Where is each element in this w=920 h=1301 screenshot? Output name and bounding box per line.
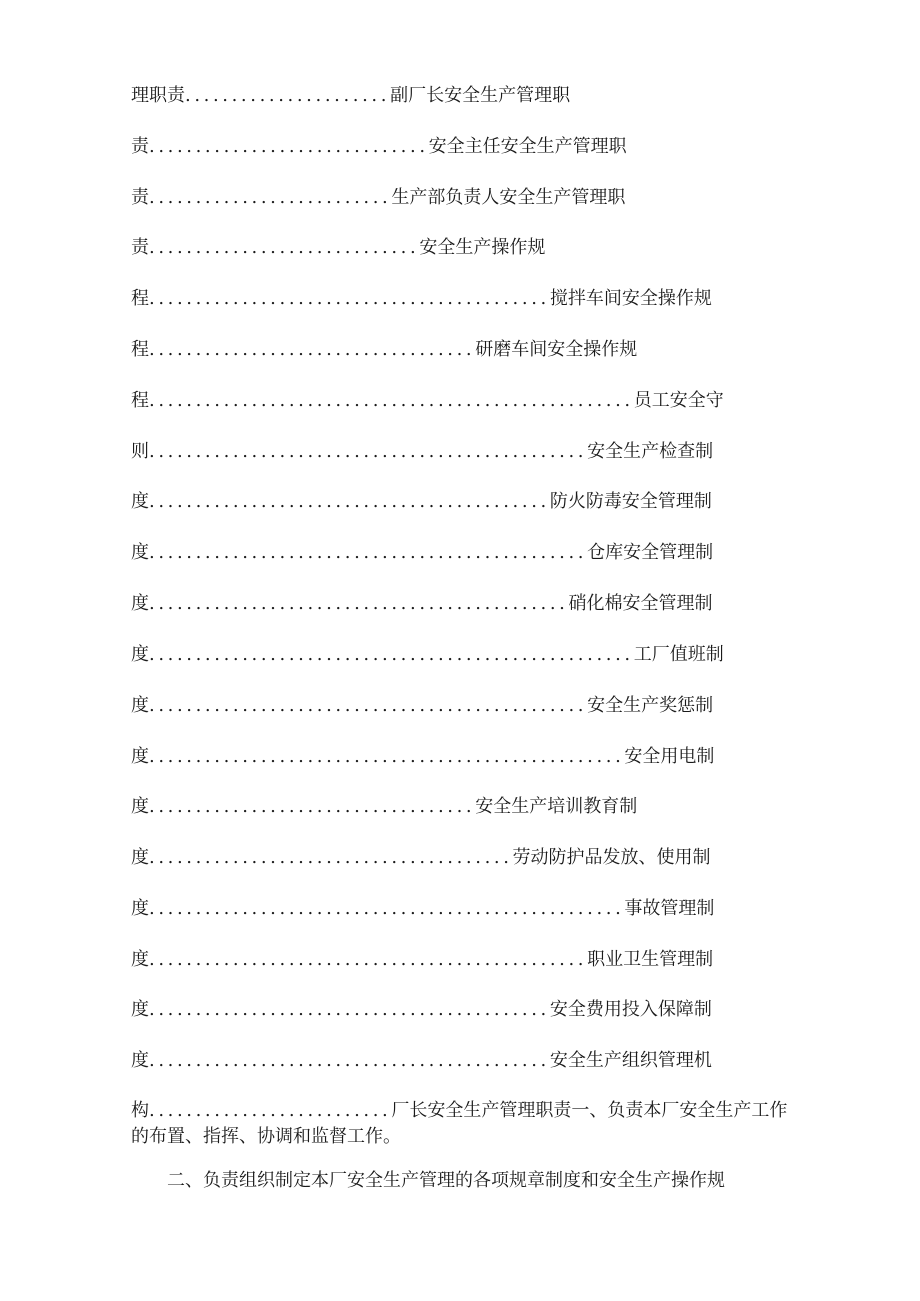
toc-title: 职业卫生管理制 <box>587 949 714 970</box>
toc-line <box>131 643 724 667</box>
toc-lead: 则 <box>131 441 149 462</box>
toc-lead: 度 <box>131 695 149 716</box>
toc-line <box>131 389 724 413</box>
toc-title: 安全生产组织管理机 <box>549 1050 712 1071</box>
toc-line <box>131 846 711 870</box>
toc-line <box>131 287 712 311</box>
toc-title: 工厂值班制 <box>633 644 724 665</box>
toc-leader-dots: ............................................. <box>149 593 569 614</box>
toc-line <box>131 694 713 718</box>
toc-leader-dots: ............................................... <box>149 695 588 716</box>
toc-line <box>131 84 570 108</box>
toc-title: 安全费用投入保障制 <box>549 999 712 1020</box>
toc-title: 事故管理制 <box>624 898 715 919</box>
toc-leader-dots: .......................... <box>149 1100 392 1121</box>
toc-lead: 度 <box>131 644 149 665</box>
toc-line <box>131 338 637 362</box>
toc-leader-dots: .............................. <box>149 136 429 157</box>
toc-title: 厂长安全生产管理职责一、负责本厂安全生产工作的布置、指挥、协调和监督工作。 <box>131 1100 788 1147</box>
toc-lead: 度 <box>131 796 149 817</box>
toc-lead: 度 <box>131 949 149 970</box>
toc-leader-dots: ................................................... <box>149 746 625 767</box>
toc-leader-dots: ............................................... <box>149 441 588 462</box>
toc-leader-dots: ........................................... <box>149 1050 550 1071</box>
toc-leader-dots: .................................................... <box>149 644 634 665</box>
toc-line <box>131 745 714 769</box>
toc-line <box>131 592 712 616</box>
toc-leader-dots: ............................................... <box>149 542 588 563</box>
toc-title: 安全生产培训教育制 <box>475 796 638 817</box>
toc-title: 安全生产检查制 <box>587 441 714 462</box>
toc-lead: 度 <box>131 898 149 919</box>
toc-title: 安全主任安全生产管理职 <box>428 136 627 157</box>
toc-lead: 理职责 <box>131 85 185 106</box>
toc-lead: 构 <box>131 1100 149 1121</box>
body-paragraph: 二、负责组织制定本厂安全生产管理的各项规章制度和安全生产操作规 <box>167 1170 725 1191</box>
toc-lead: 程 <box>131 339 149 360</box>
toc-leader-dots: .................................................... <box>149 390 634 411</box>
toc-line <box>131 135 627 159</box>
toc-title: 硝化棉安全管理制 <box>568 593 713 614</box>
toc-leader-dots: ................................... <box>149 796 476 817</box>
toc-line <box>131 1049 712 1073</box>
toc-lead: 程 <box>131 390 149 411</box>
toc-lead: 度 <box>131 593 149 614</box>
toc-lead: 度 <box>131 491 149 512</box>
toc-title: 生产部负责人安全生产管理职 <box>391 187 626 208</box>
toc-lead: 度 <box>131 746 149 767</box>
toc-line <box>131 795 637 819</box>
toc-line <box>131 490 712 514</box>
toc-line <box>131 541 713 565</box>
toc-title: 副厂长安全生产管理职 <box>390 85 571 106</box>
toc-leader-dots: ............................................... <box>149 949 588 970</box>
toc-title: 安全生产操作规 <box>419 237 546 258</box>
toc-leader-dots: ............................. <box>149 237 420 258</box>
toc-leader-dots: ....................................... <box>149 847 513 868</box>
toc-leader-dots: ........................................... <box>149 288 550 309</box>
toc-lead: 责 <box>131 187 149 208</box>
toc-title: 安全用电制 <box>624 746 715 767</box>
toc-title: 员工安全守 <box>633 390 724 411</box>
toc-title: 安全生产奖惩制 <box>587 695 714 716</box>
toc-line <box>131 236 545 260</box>
toc-lead: 度 <box>131 999 149 1020</box>
toc-title: 研磨车间安全操作规 <box>475 339 638 360</box>
toc-lead: 度 <box>131 847 149 868</box>
toc-line <box>131 440 713 464</box>
toc-leader-dots: ...................... <box>185 85 391 106</box>
toc-title: 搅拌车间安全操作规 <box>549 288 712 309</box>
toc-leader-dots: ................................................... <box>149 898 625 919</box>
toc-line <box>131 186 625 210</box>
toc-lead: 程 <box>131 288 149 309</box>
toc-leader-dots: .......................... <box>149 187 392 208</box>
toc-lead: 责 <box>131 136 149 157</box>
toc-line <box>131 897 714 921</box>
toc-leader-dots: ........................................... <box>149 491 550 512</box>
toc-lead: 责 <box>131 237 149 258</box>
toc-final-entry <box>131 1098 791 1150</box>
toc-title: 防火防毒安全管理制 <box>549 491 712 512</box>
toc-leader-dots: ........................................... <box>149 999 550 1020</box>
toc-lead: 度 <box>131 1050 149 1071</box>
toc-lead: 度 <box>131 542 149 563</box>
toc-leader-dots: ................................... <box>149 339 476 360</box>
toc-line <box>131 998 712 1022</box>
toc-line <box>131 948 713 972</box>
toc-title: 劳动防护品发放、使用制 <box>512 847 711 868</box>
toc-title: 仓库安全管理制 <box>587 542 714 563</box>
